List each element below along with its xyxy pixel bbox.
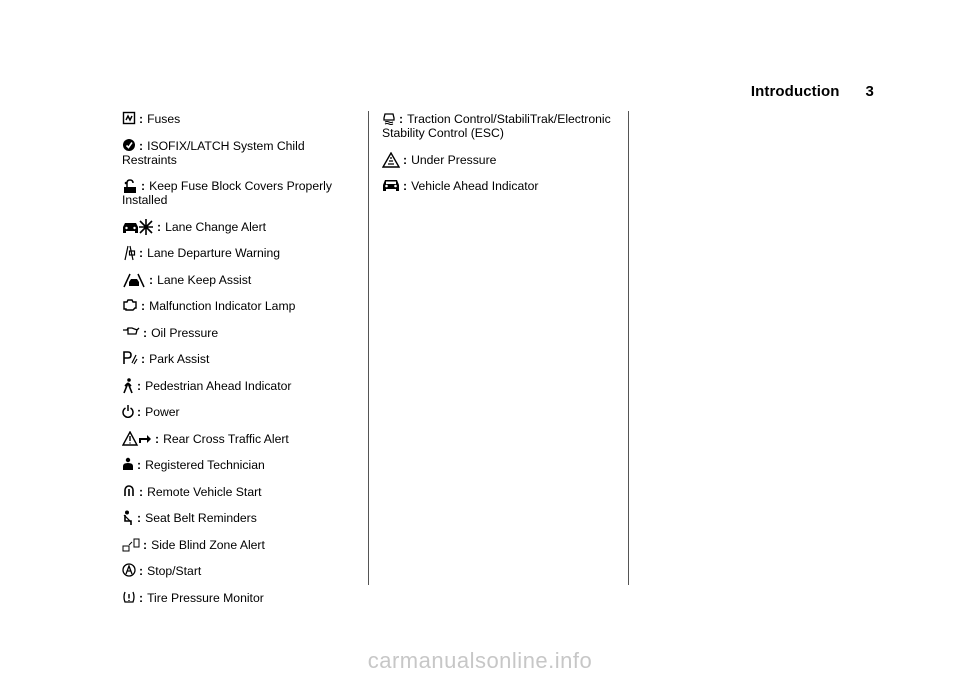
seat-belt-icon bbox=[122, 510, 134, 524]
watermark: carmanualsonline.info bbox=[367, 648, 593, 673]
list-item: : Tire Pressure Monitor bbox=[122, 590, 362, 605]
pedestrian-icon bbox=[122, 378, 134, 392]
symbol-label: Side Blind Zone Alert bbox=[151, 537, 265, 552]
list-item: : Oil Pressure bbox=[122, 325, 362, 340]
rear-cross-traffic-icon bbox=[122, 431, 152, 445]
column-divider-right bbox=[628, 111, 629, 585]
page-number: 3 bbox=[865, 83, 874, 100]
list-item: : Pedestrian Ahead Indicator bbox=[122, 378, 362, 393]
symbol-label: Lane Departure Warning bbox=[147, 246, 281, 260]
list-item: : Under Pressure bbox=[382, 152, 622, 167]
lane-departure-icon bbox=[122, 245, 136, 259]
symbol-label: Registered Technician bbox=[145, 458, 265, 472]
symbol-label: Stop/Start bbox=[147, 564, 202, 578]
list-item: : Malfunction Indicator Lamp bbox=[122, 298, 362, 313]
list-item: : Vehicle Ahead Indicator bbox=[382, 178, 622, 193]
power-icon bbox=[122, 404, 134, 418]
engine-icon bbox=[122, 298, 138, 312]
remote-start-icon bbox=[122, 484, 136, 498]
section-title: Introduction bbox=[750, 83, 840, 100]
symbol-label: Remote Vehicle Start bbox=[147, 484, 262, 499]
symbol-label: Lane Change Alert bbox=[165, 219, 267, 234]
fuse-icon bbox=[122, 111, 136, 125]
list-item: : Lane Departure Warning bbox=[122, 245, 362, 260]
symbol-label: Lane Keep Assist bbox=[157, 272, 252, 287]
list-item: : Fuses bbox=[122, 111, 362, 126]
lane-keep-assist-icon bbox=[122, 272, 146, 286]
page-header bbox=[751, 83, 874, 100]
list-item: : Lane Change Alert bbox=[122, 219, 362, 234]
list-item: : Power bbox=[122, 404, 362, 419]
list-item: : Seat Belt Reminders bbox=[122, 510, 362, 525]
list-item: : Lane Keep Assist bbox=[122, 272, 362, 287]
symbol-label: Fuses bbox=[147, 112, 181, 126]
list-item: : Rear Cross Traffic Alert bbox=[122, 431, 362, 446]
list-item: : Side Blind Zone Alert bbox=[122, 537, 362, 552]
symbol-label: Pedestrian Ahead Indicator bbox=[145, 378, 292, 393]
list-item: : ISOFIX/LATCH System Child Restraints bbox=[122, 138, 305, 167]
list-item: : Park Assist bbox=[122, 351, 362, 366]
list-item: : Remote Vehicle Start bbox=[122, 484, 362, 499]
fuse-cover-icon bbox=[122, 178, 138, 192]
symbol-label: Seat Belt Reminders bbox=[145, 511, 257, 525]
stop-start-icon bbox=[122, 563, 136, 577]
symbol-label: Keep Fuse Block Covers Properly Installed bbox=[122, 179, 332, 207]
list-item: : Keep Fuse Block Covers Properly Installed bbox=[122, 179, 332, 207]
list-item: : Traction Control/StabiliTrak/Electronic Stability Control (ESC) bbox=[382, 112, 611, 140]
symbol-label: Under Pressure bbox=[411, 152, 497, 167]
oil-can-icon bbox=[122, 325, 140, 339]
under-pressure-icon bbox=[382, 152, 400, 166]
symbol-label: Oil Pressure bbox=[151, 325, 219, 340]
column-divider-left bbox=[368, 111, 369, 585]
park-assist-icon bbox=[122, 351, 138, 365]
symbol-label: Park Assist bbox=[149, 352, 210, 366]
symbol-label: Power bbox=[145, 405, 180, 419]
side-blind-zone-icon bbox=[122, 537, 140, 551]
symbol-label: ISOFIX/LATCH System Child Restraints bbox=[122, 138, 305, 167]
symbol-label: Traction Control/StabiliTrak/Electronic Stability Control (ESC) bbox=[382, 112, 611, 140]
list-item: : Registered Technician bbox=[122, 457, 362, 472]
traction-control-icon bbox=[382, 111, 396, 125]
list-item: : Stop/Start bbox=[122, 563, 362, 578]
symbol-list-left bbox=[122, 111, 362, 616]
child-seat-anchor-icon bbox=[122, 138, 136, 152]
symbol-label: Vehicle Ahead Indicator bbox=[411, 179, 539, 193]
technician-icon bbox=[122, 457, 134, 471]
symbol-label: Malfunction Indicator Lamp bbox=[149, 299, 296, 313]
tire-pressure-icon bbox=[122, 590, 136, 604]
vehicle-ahead-icon bbox=[382, 178, 400, 192]
symbol-label: Tire Pressure Monitor bbox=[147, 590, 264, 605]
lane-change-alert-icon bbox=[122, 219, 154, 233]
symbol-label: Rear Cross Traffic Alert bbox=[163, 431, 289, 446]
symbol-list-middle bbox=[382, 111, 622, 205]
